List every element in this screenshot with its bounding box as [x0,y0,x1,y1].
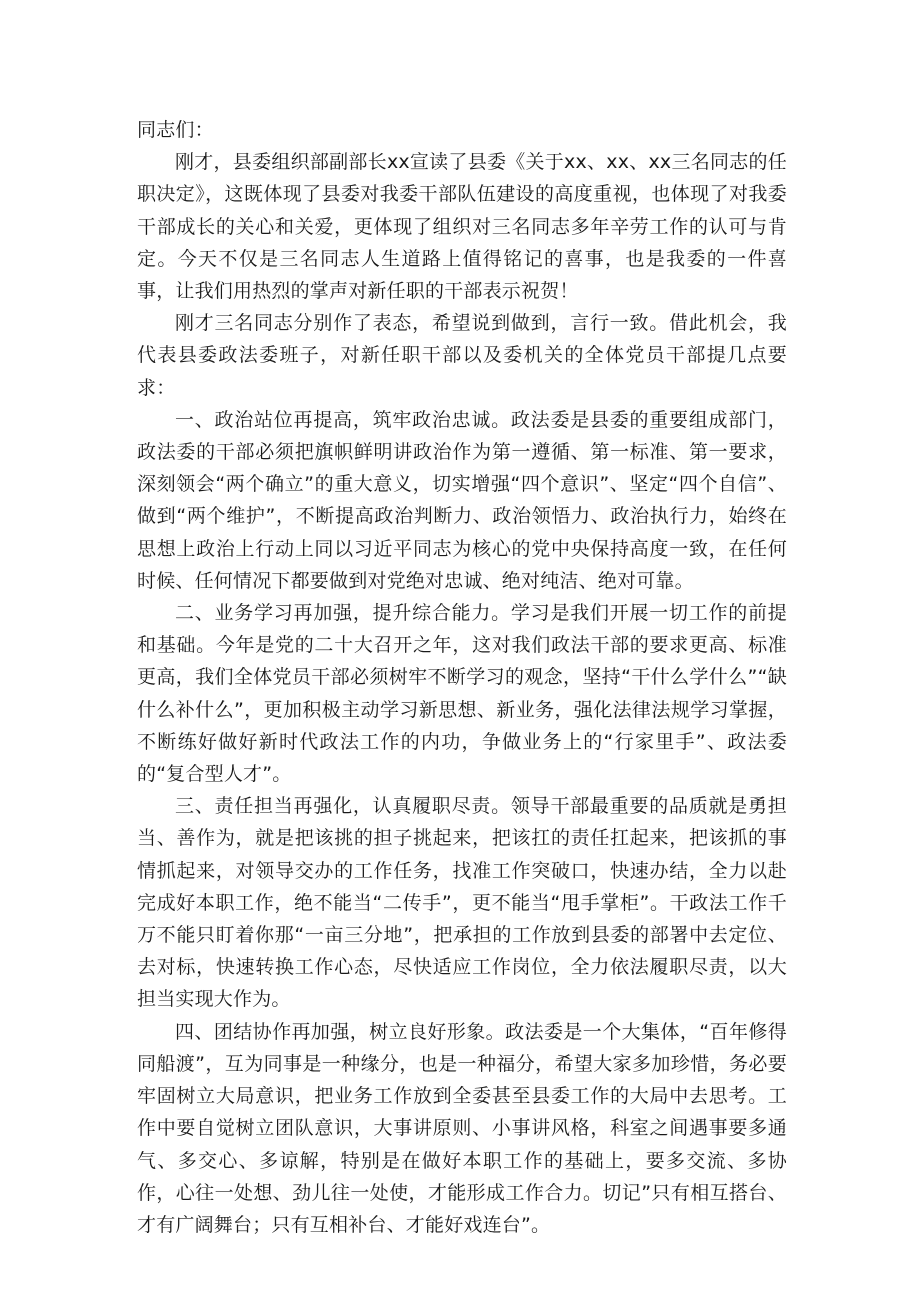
paragraph-political-stance: 一、政治站位再提高，筑牢政治忠诚。政法委是县委的重要组成部门，政法委的干部必须把旗帜鲜明讲政治作为第一遵循、第一标准、第一要求，深刻领会“两个确立”的重大意义，切实增强“四个意识”、坚定“四个自信”、做到“两个维护”，不断提高政治判断力、政治领悟力、政治执行力，始终在思想上政治上行动上同以习近平同志为核心的党中央保持高度一致，在任何时候、任何情况下都要做到对党绝对忠诚、绝对纯洁、绝对可靠。 [137,408,787,592]
paragraph-opening: 刚才，县委组织部副部长xx宣读了县委《关于xx、xx、xx三名同志的任职决定》，这既体现了县委对我委干部队伍建设的高度重视，也体现了对我委干部成长的关心和关爱，更体现了组织对三名同志多年辛劳工作的认可与肯定。今天不仅是三名同志人生道路上值得铭记的喜事，也是我委的一件喜事，让我们用热烈的掌声对新任职的干部表示祝贺！ [137,151,787,303]
paragraph-requirements-intro: 刚才三名同志分别作了表态，希望说到做到，言行一致。借此机会，我代表县委政法委班子，对新任职干部以及委机关的全体党员干部提几点要求： [137,312,787,399]
document-body [137,114,787,1241]
paragraph-business-learning: 二、业务学习再加强，提升综合能力。学习是我们开展一切工作的前提和基础。今年是党的二十大召开之年，这对我们政法干部的要求更高、标准更高，我们全体党员干部必须树牢不断学习的观念，坚持“干什么学什么”“缺什么补什么”，更加积极主动学习新思想、新业务，强化法律法规学习掌握，不断练好做好新时代政法工作的内功，争做业务上的“行家里手”、政法委的“复合型人才”。 [137,602,787,786]
paragraph-responsibility: 三、责任担当再强化，认真履职尽责。领导干部最重要的品质就是勇担当、善作为，就是把该挑的担子挑起来，把该扛的责任扛起来，把该抓的事情抓起来，对领导交办的工作任务，找准工作突破口，快速办结，全力以赴完成好本职工作，绝不能当“二传手”，更不能当“甩手掌柜”。干政法工作千万不能只盯着你那“一亩三分地”，把承担的工作放到县委的部署中去定位、去对标，快速转换工作心态，尽快适应工作岗位，全力依法履职尽责，以大担当实现大作为。 [137,795,787,1011]
greeting: 同志们： [137,119,214,141]
paragraph-unity-cooperation: 四、团结协作再加强，树立良好形象。政法委是一个大集体，“百年修得同船渡”，互为同事是一种缘分，也是一种福分，希望大家多加珍惜，务必要牢固树立大局意识，把业务工作放到全委甚至县委工作的大局中去思考。工作中要自觉树立团队意识，大事讲原则、小事讲风格，科室之间遇事要多通气、多交心、多谅解，特别是在做好本职工作的基础上，要多交流、多协作，心往一处想、劲儿往一处使，才能形成工作合力。切记”只有相互搭台、才有广阔舞台；只有互相补台、才能好戏连台”。 [137,1020,787,1236]
